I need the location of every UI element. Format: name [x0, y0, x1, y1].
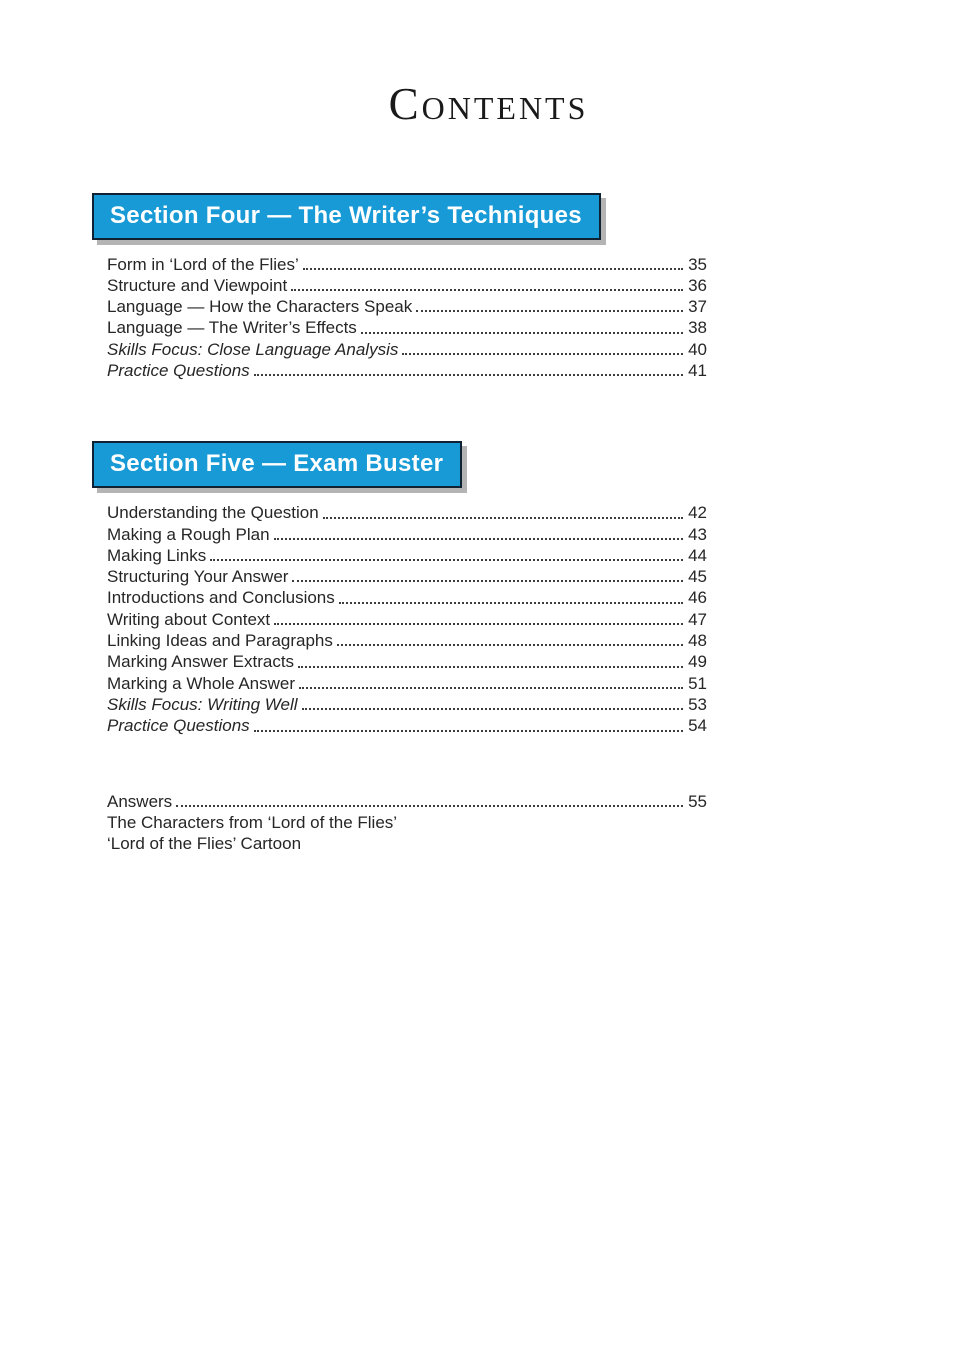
dot-leader	[361, 332, 683, 334]
toc-entry-page: 47	[688, 609, 707, 629]
toc-entry-page: 55	[688, 791, 707, 811]
toc-entry-page: 37	[688, 297, 707, 317]
toc-entry	[107, 630, 707, 651]
dot-leader	[302, 708, 684, 710]
toc-entry-label: Marking Answer Extracts	[107, 652, 295, 672]
section-four-toc	[107, 254, 707, 382]
toc-entry-label: Writing about Context	[107, 609, 271, 629]
section-four-header: Section Four — The Writer’s Techniques	[92, 193, 601, 240]
dot-leader	[299, 687, 683, 689]
dot-leader	[323, 517, 683, 519]
toc-entry-page: 49	[688, 652, 707, 672]
section-five-toc	[107, 502, 707, 736]
toc-entry-page: 35	[688, 254, 707, 274]
toc-entry-label: Practice Questions	[107, 360, 250, 380]
toc-entry	[107, 791, 707, 812]
dot-leader	[292, 580, 683, 582]
toc-entry-label: ‘Lord of the Flies’ Cartoon	[107, 834, 302, 854]
toc-entry	[107, 296, 707, 317]
toc-entry	[107, 651, 707, 672]
section-five-header: Section Five — Exam Buster	[92, 441, 462, 488]
dot-leader	[337, 644, 683, 646]
toc-entry	[107, 339, 707, 360]
toc-entry-label: Making a Rough Plan	[107, 524, 270, 544]
toc-entry-page: 44	[688, 545, 707, 565]
toc-entry	[107, 524, 707, 545]
page-title-initial: C	[388, 79, 422, 129]
toc-entry-label: Skills Focus: Writing Well	[107, 694, 298, 714]
toc-entry	[107, 609, 707, 630]
toc-entry	[107, 502, 707, 523]
toc-entry-label: Introductions and Conclusions	[107, 588, 335, 608]
toc-entry	[107, 812, 707, 833]
toc-entry-page: 42	[688, 503, 707, 523]
page-title-rest: ONTENTS	[421, 90, 589, 126]
dot-leader	[274, 538, 684, 540]
toc-entry-page: 41	[688, 360, 707, 380]
dot-leader	[176, 805, 683, 807]
toc-entry-page: 36	[688, 275, 707, 295]
dot-leader	[339, 602, 683, 604]
toc-entry-page: 46	[688, 588, 707, 608]
toc-entry	[107, 275, 707, 296]
toc-entry-page: 51	[688, 673, 707, 693]
toc-entry-label: Structure and Viewpoint	[107, 275, 288, 295]
toc-entry	[107, 360, 707, 381]
dot-leader	[416, 310, 683, 312]
dot-leader	[254, 374, 683, 376]
toc-entry-label: Language — The Writer’s Effects	[107, 318, 357, 338]
toc-entry-page: 43	[688, 524, 707, 544]
toc-entry-label: Understanding the Question	[107, 503, 319, 523]
toc-entry-label: Skills Focus: Close Language Analysis	[107, 339, 399, 359]
toc-entry	[107, 566, 707, 587]
toc-entry-page: 38	[688, 318, 707, 338]
dot-leader	[254, 730, 683, 732]
toc-entry-label: Form in ‘Lord of the Flies’	[107, 254, 299, 274]
toc-entry	[107, 254, 707, 275]
toc-entry-label: Practice Questions	[107, 716, 250, 736]
toc-entry-label: Making Links	[107, 545, 207, 565]
toc-entry	[107, 833, 707, 854]
dot-leader	[274, 623, 683, 625]
toc-entry-page: 48	[688, 631, 707, 651]
page-title	[16, 0, 961, 130]
toc-entry	[107, 694, 707, 715]
toc-entry	[107, 545, 707, 566]
toc-entry-label: Structuring Your Answer	[107, 567, 289, 587]
toc-entry-page: 54	[688, 716, 707, 736]
dot-leader	[402, 353, 683, 355]
dot-leader	[303, 268, 683, 270]
toc-entry	[107, 317, 707, 338]
dot-leader	[298, 666, 683, 668]
toc-entry-label: Marking a Whole Answer	[107, 673, 296, 693]
toc-entry	[107, 673, 707, 694]
toc-entry-label: Linking Ideas and Paragraphs	[107, 631, 333, 651]
toc-entry	[107, 587, 707, 608]
toc-entry-page: 45	[688, 567, 707, 587]
toc-entry-label: Answers	[107, 791, 173, 811]
toc-entry-label: Language — How the Characters Speak	[107, 297, 413, 317]
dot-leader	[210, 559, 683, 561]
toc-entry-page: 53	[688, 694, 707, 714]
back-matter-toc	[107, 791, 707, 855]
toc-entry-label: The Characters from ‘Lord of the Flies’	[107, 812, 398, 832]
toc-entry	[107, 715, 707, 736]
toc-entry-page: 40	[688, 339, 707, 359]
dot-leader	[291, 289, 683, 291]
